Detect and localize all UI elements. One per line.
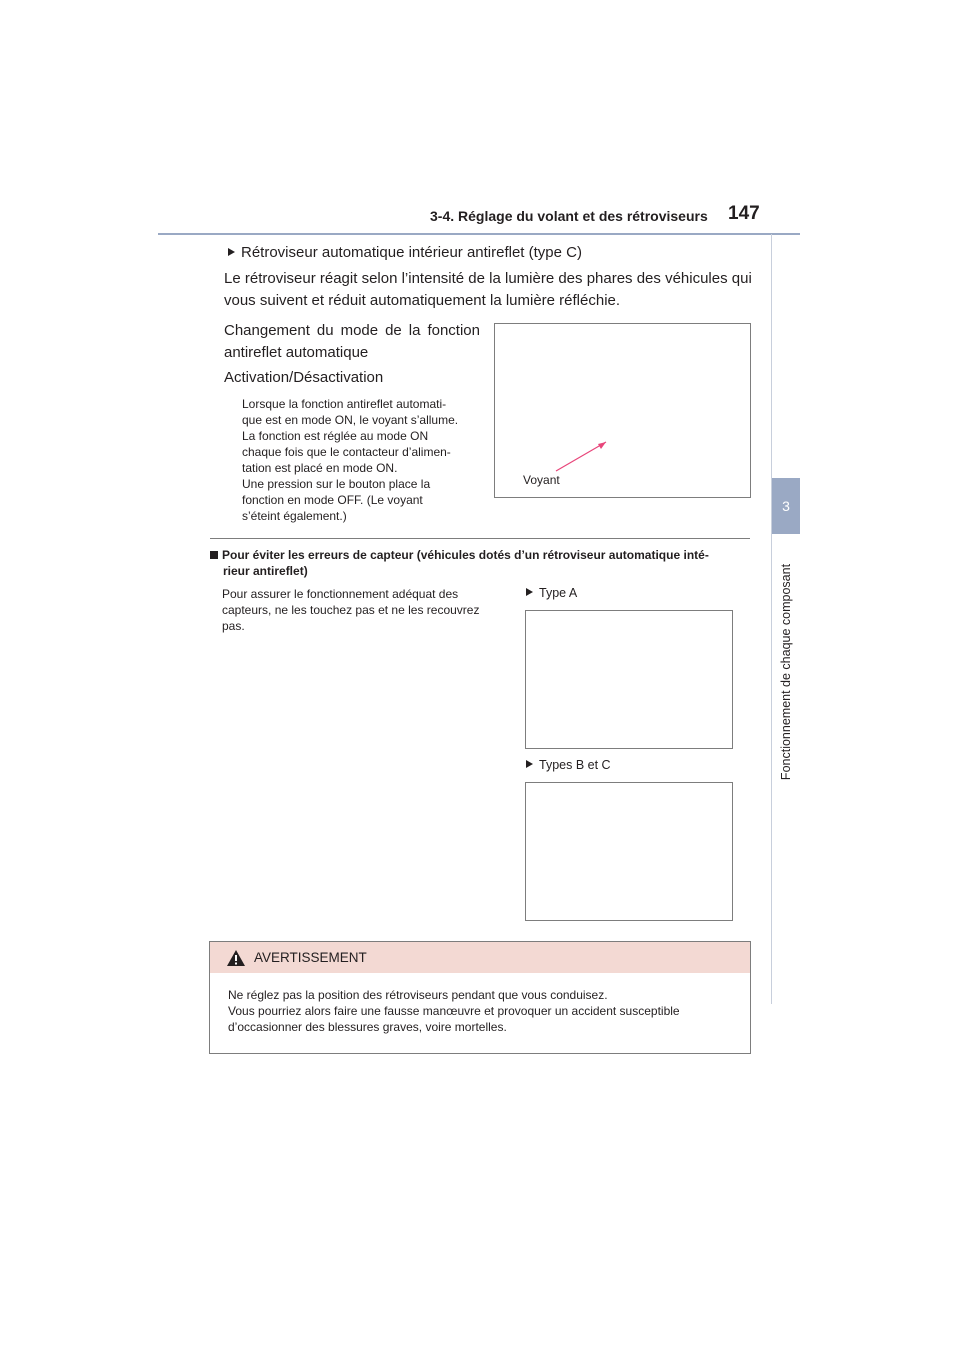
- section-body: [222, 586, 507, 634]
- warning-title: AVERTISSEMENT: [254, 950, 367, 965]
- warning-line: Ne réglez pas la position des rétroviseurs pendant que vous conduisez.: [228, 988, 608, 1002]
- description-line: chaque fois que le contacteur d’alimen-: [242, 445, 451, 459]
- description-line: Une pression sur le bouton place la: [242, 477, 431, 491]
- description-line: s’éteint également.): [242, 509, 347, 523]
- leader-line: [494, 323, 751, 498]
- description-line: que est en mode ON, le voyant s’allume.: [242, 413, 459, 427]
- warning-body: [228, 987, 743, 1035]
- chapter-title: Fonctionnement de chaque composant: [779, 563, 793, 781]
- warning-triangle-icon: [226, 949, 246, 967]
- triangle-bullet-icon: [526, 588, 533, 596]
- description: [242, 396, 480, 524]
- sensor-figure-type-bc: [525, 782, 733, 921]
- section-title-line: [210, 547, 750, 563]
- section-body-line: capteurs, ne les touchez pas et ne les recouvrez: [222, 603, 480, 617]
- chapter-number: 3: [782, 498, 790, 514]
- figure-label-voyant: Voyant: [523, 473, 560, 487]
- section-title-block: [210, 547, 750, 579]
- description-line: La fonction est réglée au mode ON: [242, 429, 429, 443]
- intro-line: Le rétroviseur réagit selon l’intensité de la lumière des phares des véhicules qui: [224, 270, 752, 287]
- side-divider: [771, 234, 772, 1004]
- warning-line: Vous pourriez alors faire une fausse manœuvre et provoquer un accident susceptible: [228, 1004, 680, 1018]
- type-bc-label: Types B et C: [539, 758, 611, 772]
- section-divider: [210, 538, 750, 539]
- sensor-figure-type-a: [525, 610, 733, 749]
- bullet-heading: [228, 244, 582, 261]
- intro-line: vous suivent et réduit automatiquement la lumière réfléchie.: [224, 292, 621, 309]
- square-bullet-icon: [210, 551, 218, 559]
- section-title: 3-4. Réglage du volant et des rétroviseurs: [430, 208, 708, 224]
- bullet-heading-text: Rétroviseur automatique intérieur antireflet (type C): [241, 244, 582, 261]
- warning-box: [209, 941, 751, 1054]
- page-number: 147: [728, 203, 760, 224]
- header-divider: [158, 233, 800, 235]
- section-body-line: Pour assurer le fonctionnement adéquat des: [222, 587, 459, 601]
- sub-heading-2: Activation/Désactivation: [224, 369, 384, 386]
- sub-heading: Changement du mode de la fonction antireflet automatique: [224, 322, 480, 361]
- chapter-tab: [772, 478, 800, 534]
- triangle-bullet-icon: [228, 248, 235, 256]
- description-line: fonction en mode OFF. (Le voyant: [242, 493, 423, 507]
- intro-paragraph: [224, 268, 750, 312]
- description-line: tation est placé en mode ON.: [242, 461, 398, 475]
- description-line: Lorsque la fonction antireflet automati-: [242, 397, 447, 411]
- section-title-text: Pour éviter les erreurs de capteur (véhicules dotés d’un rétroviseur automatique inté-: [222, 548, 709, 562]
- type-bc-heading: [526, 758, 611, 772]
- section-body-line: pas.: [222, 619, 245, 633]
- warning-line: d’occasionner des blessures graves, voire mortelles.: [228, 1020, 507, 1034]
- section-title-line: rieur antireflet): [223, 564, 308, 578]
- type-a-label: Type A: [539, 586, 578, 600]
- triangle-bullet-icon: [526, 760, 533, 768]
- warning-header: [210, 942, 750, 973]
- type-a-heading: [526, 586, 577, 600]
